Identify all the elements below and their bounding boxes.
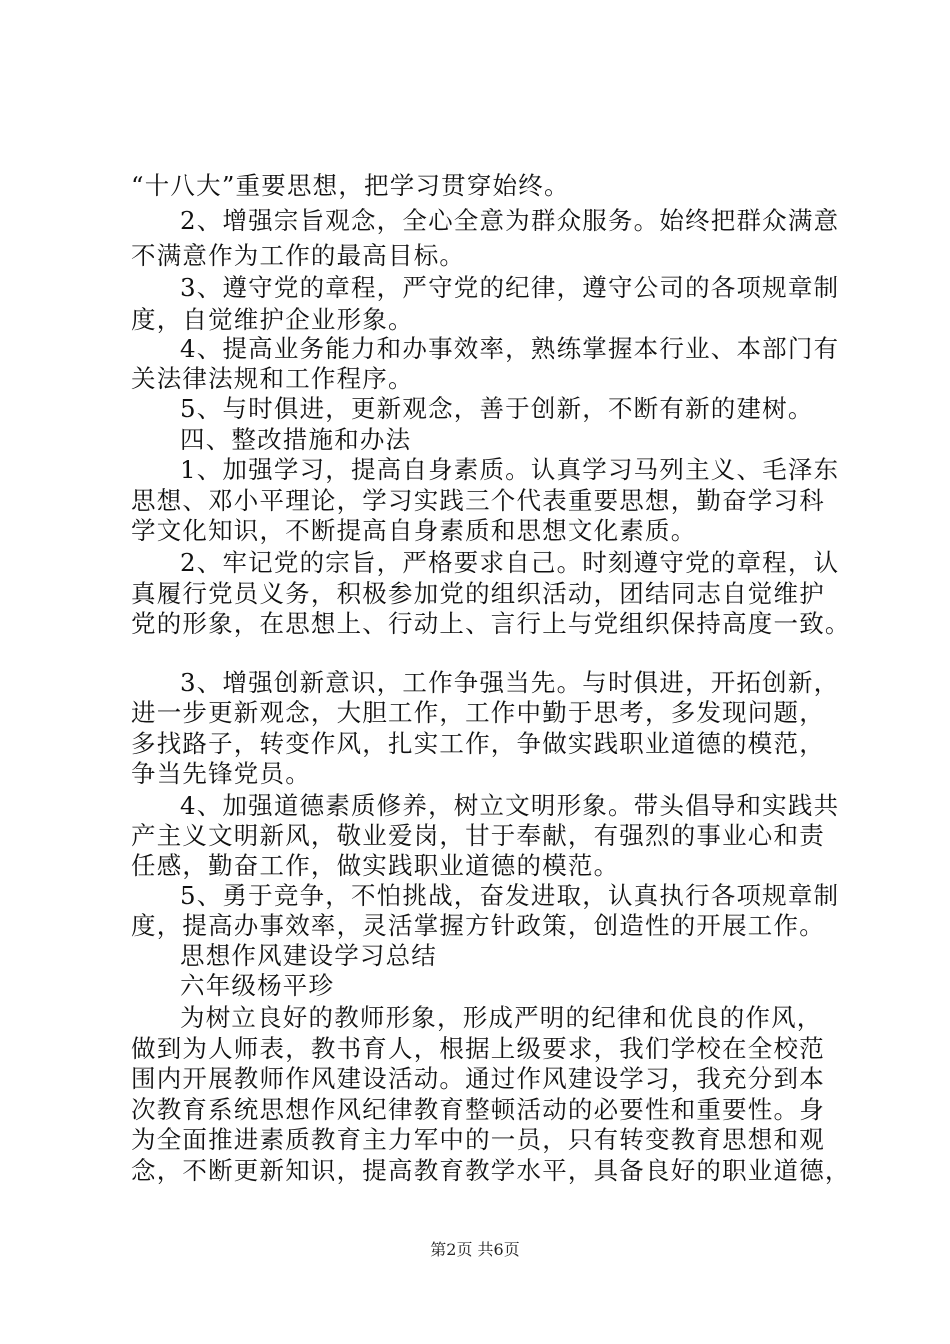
author-line: 六年级杨平珍 <box>180 971 335 1000</box>
text-line: 思想、邓小平理论，学习实践三个代表重要思想，勤奋学习科 <box>131 486 825 515</box>
text-line: 2、牢记党的宗旨，严格要求自己。时刻遵守党的章程，认 <box>180 548 840 577</box>
text-line: 做到为人师表，教书育人，根据上级要求，我们学校在全校范 <box>131 1034 825 1063</box>
section-title: 思想作风建设学习总结 <box>180 941 437 970</box>
text-line: “十八大”重要思想，把学习贯穿始终。 <box>131 171 570 200</box>
section-heading: 四、整改措施和办法 <box>180 425 412 454</box>
text-line: 为树立良好的教师形象，形成严明的纪律和优良的作风， <box>180 1003 823 1032</box>
text-line: 次教育系统思想作风纪律教育整顿活动的必要性和重要性。身 <box>131 1095 825 1124</box>
text-line: 度，自觉维护企业形象。 <box>131 305 414 334</box>
text-line: 多找路子，转变作风，扎实工作，争做实践职业道德的模范， <box>131 729 825 758</box>
text-line: 真履行党员义务，积极参加党的组织活动，团结同志自觉维护 <box>131 579 825 608</box>
text-line: 念，不断更新知识，提高教育教学水平，具备良好的职业道德， <box>131 1156 851 1185</box>
text-line: 围内开展教师作风建设活动。通过作风建设学习，我充分到本 <box>131 1064 825 1093</box>
text-line: 不满意作为工作的最高目标。 <box>131 241 466 270</box>
text-line: 3、增强创新意识，工作争强当先。与时俱进，开拓创新， <box>180 668 840 697</box>
text-line: 争当先锋党员。 <box>131 759 311 788</box>
text-line: 学文化知识，不断提高自身素质和思想文化素质。 <box>131 516 697 545</box>
text-line: 任感，勤奋工作，做实践职业道德的模范。 <box>131 851 620 880</box>
text-line: 4、提高业务能力和办事效率，熟练掌握本行业、本部门有 <box>180 334 840 363</box>
text-line: 5、勇于竞争，不怕挑战，奋发进取，认真执行各项规章制 <box>180 881 840 910</box>
text-line: 为全面推进素质教育主力军中的一员，只有转变教育思想和观 <box>131 1125 825 1154</box>
text-line: 党的形象，在思想上、行动上、言行上与党组织保持高度一致。 <box>131 609 851 638</box>
text-line: 关法律法规和工作程序。 <box>131 364 414 393</box>
text-line: 3、遵守党的章程，严守党的纪律，遵守公司的各项规章制 <box>180 273 840 302</box>
text-line: 产主义文明新风，敬业爱岗，甘于奉献，有强烈的事业心和责 <box>131 821 825 850</box>
text-line: 进一步更新观念，大胆工作，工作中勤于思考，多发现问题， <box>131 698 825 727</box>
text-line: 1、加强学习，提高自身素质。认真学习马列主义、毛泽东 <box>180 455 840 484</box>
text-line: 度，提高办事效率，灵活掌握方针政策，创造性的开展工作。 <box>131 911 825 940</box>
text-line: 4、加强道德素质修养，树立文明形象。带头倡导和实践共 <box>180 791 840 820</box>
text-line: 5、与时俱进，更新观念，善于创新，不断有新的建树。 <box>180 394 814 423</box>
page-number-footer: 第2页 共6页 <box>430 1240 520 1259</box>
text-line: 2、增强宗旨观念，全心全意为群众服务。始终把群众满意 <box>180 206 840 235</box>
